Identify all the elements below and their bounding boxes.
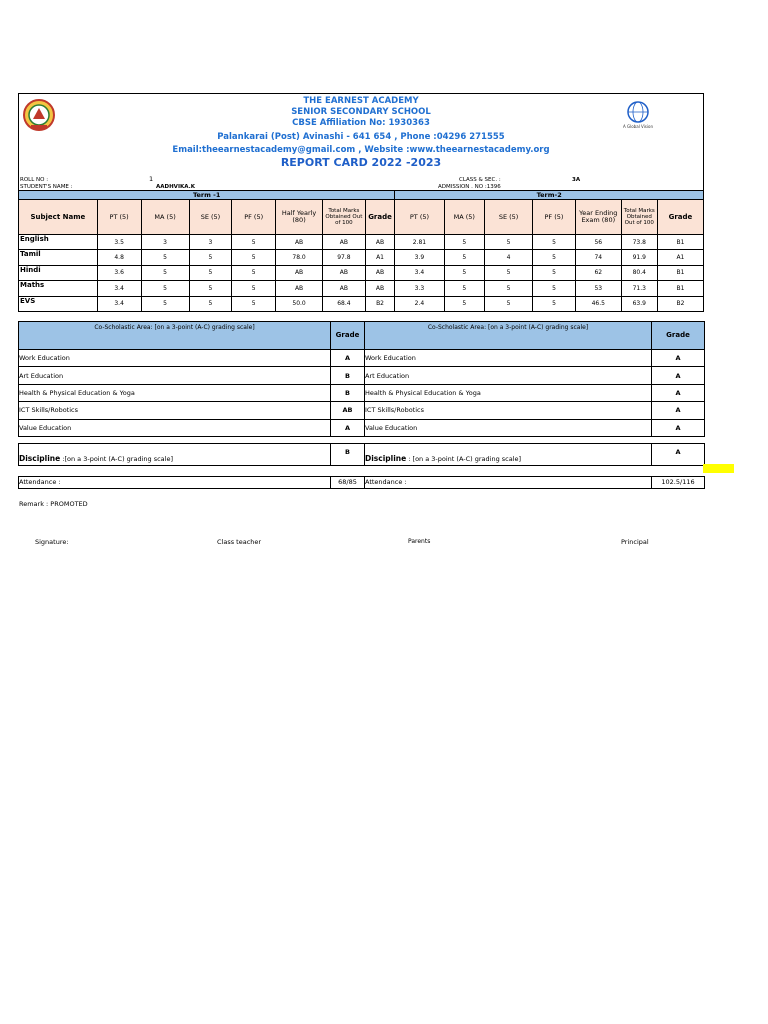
discipline-grade-t2: A [652,443,705,465]
t1-grade-cell: AB [365,235,395,250]
t2-exam-cell: 56 [575,235,621,250]
discipline-scale-t2: : [on a 3-point (A-C) grading scale] [406,454,522,463]
t2-se-cell: 5 [485,296,533,311]
t2-total-cell: 91.9 [621,250,657,265]
marks-row [19,235,704,250]
t1-pt-cell: 3.4 [97,296,141,311]
t1-se-cell: 5 [189,265,232,280]
t2-ma-cell: 5 [444,235,484,250]
coscholastic-row [19,349,705,366]
logo-caption: A Global Vision [623,124,653,129]
discipline-label-t2: Discipline [365,453,407,463]
t1-half-yearly-header: Half Yearly (80) [276,200,323,235]
report-title: REPORT CARD 2022 -2023 [280,156,442,169]
t2-se-cell: 4 [485,250,533,265]
coscholastic-table [18,321,705,437]
t2-pf-cell: 5 [533,281,576,296]
school-address: Palankarai (Post) Avinashi - 641 654 , Phone :04296 271555 [217,132,505,142]
t1-ma-cell: 5 [141,281,189,296]
t2-pt-cell: 2.4 [395,296,444,311]
t2-pt-cell: 3.3 [395,281,444,296]
t2-pf-cell: 5 [533,296,576,311]
t1-ma-cell: 3 [141,235,189,250]
coscholastic-heading-t2: Co-Scholastic Area: [on a 3-point (A-C) grading scale] [365,321,652,349]
coscholastic-row [19,402,705,419]
t1-grade-cell: B2 [365,296,395,311]
t2-se-cell: 5 [485,235,533,250]
t1-exam-cell: 50.0 [276,296,323,311]
attendance-label-t2: Attendance : [365,476,652,488]
coscholastic-area-t2: ICT Skills/Robotics [365,402,652,419]
t1-pf-cell: 5 [232,265,276,280]
marks-table [18,190,704,312]
t1-grade-header: Grade [365,200,395,235]
discipline-t1 [19,443,331,465]
t1-grade-cell: AB [365,281,395,296]
coscholastic-row [19,367,705,384]
attendance-table [18,476,705,489]
coscholastic-area-t2: Health & Physical Education & Yoga [365,384,652,401]
t1-se-cell: 5 [189,250,232,265]
coscholastic-grade-t2: A [652,349,705,366]
t2-grade-header: Grade [657,200,703,235]
t1-exam-cell: AB [276,265,323,280]
discipline-row [19,443,705,465]
coscholastic-grade-t2: A [652,419,705,436]
t2-ma-cell: 5 [444,281,484,296]
t1-exam-cell: AB [276,235,323,250]
t1-pf-header: PF (5) [232,200,276,235]
marks-body [19,235,704,312]
t1-total-header: Total Marks Obtained Out of 100 [323,200,366,235]
t2-pf-cell: 5 [533,265,576,280]
t1-pt-header: PT (5) [97,200,141,235]
t1-exam-cell: AB [276,281,323,296]
coscholastic-area-t2: Work Education [365,349,652,366]
t1-se-cell: 5 [189,296,232,311]
coscholastic-area-t2: Value Education [365,419,652,436]
t1-total-cell: AB [323,281,366,296]
t1-grade-cell: AB [365,265,395,280]
report-card [18,93,704,489]
t2-se-cell: 5 [485,281,533,296]
discipline-table [18,443,705,466]
student-name-label: STUDENT'S NAME : [20,184,73,190]
t1-total-cell: 97.8 [323,250,366,265]
t1-se-header: SE (5) [189,200,232,235]
principal-signature: Principal [621,538,649,546]
coscholastic-grade-t2: A [652,402,705,419]
class-teacher-signature: Class teacher [217,538,262,546]
school-header [18,93,704,169]
t2-grade-cell: B1 [657,235,703,250]
t2-pf-header: PF (5) [533,200,576,235]
t1-pt-cell: 3.4 [97,281,141,296]
t1-total-cell: AB [323,235,366,250]
school-contact: Email:theearnestacademy@gmail.com , Website :www.theearnestacademy.org [172,145,550,155]
signature-label: Signature: [35,538,69,546]
admission-no: ADMISSION . NO :1396 [438,184,501,190]
t1-pt-cell: 4.8 [97,250,141,265]
t2-pf-cell: 5 [533,250,576,265]
subject-name-header: Subject Name [19,200,98,235]
t2-grade-cell: B1 [657,281,703,296]
t1-se-cell: 5 [189,281,232,296]
t2-total-cell: 73.8 [621,235,657,250]
subject-name: English [19,235,98,250]
t1-ma-cell: 5 [141,250,189,265]
discipline-scale-t1: :[on a 3-point (A-C) grading scale] [60,454,173,463]
class-label: CLASS & SEC. : [459,177,501,183]
class-value: 3A [572,177,581,183]
marks-row [19,296,704,311]
t2-year-ending-header: Year Ending Exam (80) [575,200,621,235]
t2-total-header: Total Marks Obtained Out of 100 [621,200,657,235]
t2-grade-cell: B1 [657,265,703,280]
coscholastic-grade-header-t1: Grade [331,321,365,349]
marks-row [19,281,704,296]
coscholastic-grade-header-t2: Grade [652,321,705,349]
affiliation: CBSE Affiliation No: 1930363 [292,118,430,128]
subject-name: Tamil [19,250,98,265]
term1-header: Term -1 [19,191,395,200]
school-crest-icon [22,98,56,132]
term2-header: Term-2 [395,191,704,200]
coscholastic-area-t1: Work Education [19,349,331,366]
t1-pf-cell: 5 [232,296,276,311]
column-header-row [19,200,704,235]
coscholastic-area-t1: Health & Physical Education & Yoga [19,384,331,401]
t1-se-cell: 3 [189,235,232,250]
t1-pf-cell: 5 [232,250,276,265]
school-name: THE EARNEST ACADEMY [303,96,419,106]
coscholastic-grade-t2: A [652,367,705,384]
coscholastic-area-t1: Art Education [19,367,331,384]
t2-pt-cell: 3.9 [395,250,444,265]
coscholastic-row [19,384,705,401]
roll-value: 1 [149,175,154,183]
t2-se-cell: 5 [485,265,533,280]
t1-exam-cell: 78.0 [276,250,323,265]
t1-ma-header: MA (5) [141,200,189,235]
student-info [18,169,704,190]
attendance-label-t1: Attendance : [19,476,331,488]
t2-grade-cell: A1 [657,250,703,265]
coscholastic-area-t2: Art Education [365,367,652,384]
t2-pt-header: PT (5) [395,200,444,235]
coscholastic-grade-t2: A [652,384,705,401]
student-name-value: AADHVIKA.K [156,184,195,190]
t2-total-cell: 80.4 [621,265,657,280]
t2-se-header: SE (5) [485,200,533,235]
roll-label: ROLL NO : [20,177,49,183]
remark: Remark : PROMOTED [19,500,88,508]
t2-total-cell: 63.9 [621,296,657,311]
discipline-label-t1: Discipline [19,453,61,463]
school-type: SENIOR SECONDARY SCHOOL [291,107,431,117]
t2-pt-cell: 2.81 [395,235,444,250]
t2-exam-cell: 62 [575,265,621,280]
marks-row [19,250,704,265]
t2-exam-cell: 74 [575,250,621,265]
t2-exam-cell: 46.5 [575,296,621,311]
coscholastic-body [19,349,705,436]
term-header-row [19,191,704,200]
coscholastic-row [19,419,705,436]
subject-name: Hindi [19,265,98,280]
t2-total-cell: 71.3 [621,281,657,296]
highlight-cell [703,464,734,473]
coscholastic-header-row [19,321,705,349]
attendance-row [19,476,705,488]
subject-name: Maths [19,281,98,296]
marks-row [19,265,704,280]
t1-total-cell: 68.4 [323,296,366,311]
t1-pt-cell: 3.5 [97,235,141,250]
t2-ma-header: MA (5) [444,200,484,235]
coscholastic-grade-t1: B [331,367,365,384]
t1-ma-cell: 5 [141,265,189,280]
coscholastic-area-t1: Value Education [19,419,331,436]
attendance-value-t2: 102.5/116 [652,476,705,488]
coscholastic-area-t1: ICT Skills/Robotics [19,402,331,419]
attendance-value-t1: 68/85 [331,476,365,488]
coscholastic-grade-t1: A [331,419,365,436]
t1-total-cell: AB [323,265,366,280]
coscholastic-grade-t1: AB [331,402,365,419]
t2-grade-cell: B2 [657,296,703,311]
discipline-t2 [365,443,652,465]
discipline-grade-t1: B [331,443,365,465]
t2-pf-cell: 5 [533,235,576,250]
t1-pt-cell: 3.6 [97,265,141,280]
t2-ma-cell: 5 [444,250,484,265]
t1-ma-cell: 5 [141,296,189,311]
t1-pf-cell: 5 [232,281,276,296]
t1-grade-cell: A1 [365,250,395,265]
subject-name: EVS [19,296,98,311]
coscholastic-heading-t1: Co-Scholastic Area: [on a 3-point (A-C) grading scale] [19,321,331,349]
t2-ma-cell: 5 [444,265,484,280]
t2-exam-cell: 53 [575,281,621,296]
coscholastic-grade-t1: A [331,349,365,366]
t2-pt-cell: 3.4 [395,265,444,280]
parents-signature: Parents [408,538,431,545]
coscholastic-grade-t1: B [331,384,365,401]
t2-ma-cell: 5 [444,296,484,311]
global-vision-logo-icon [621,100,655,130]
t1-pf-cell: 5 [232,235,276,250]
